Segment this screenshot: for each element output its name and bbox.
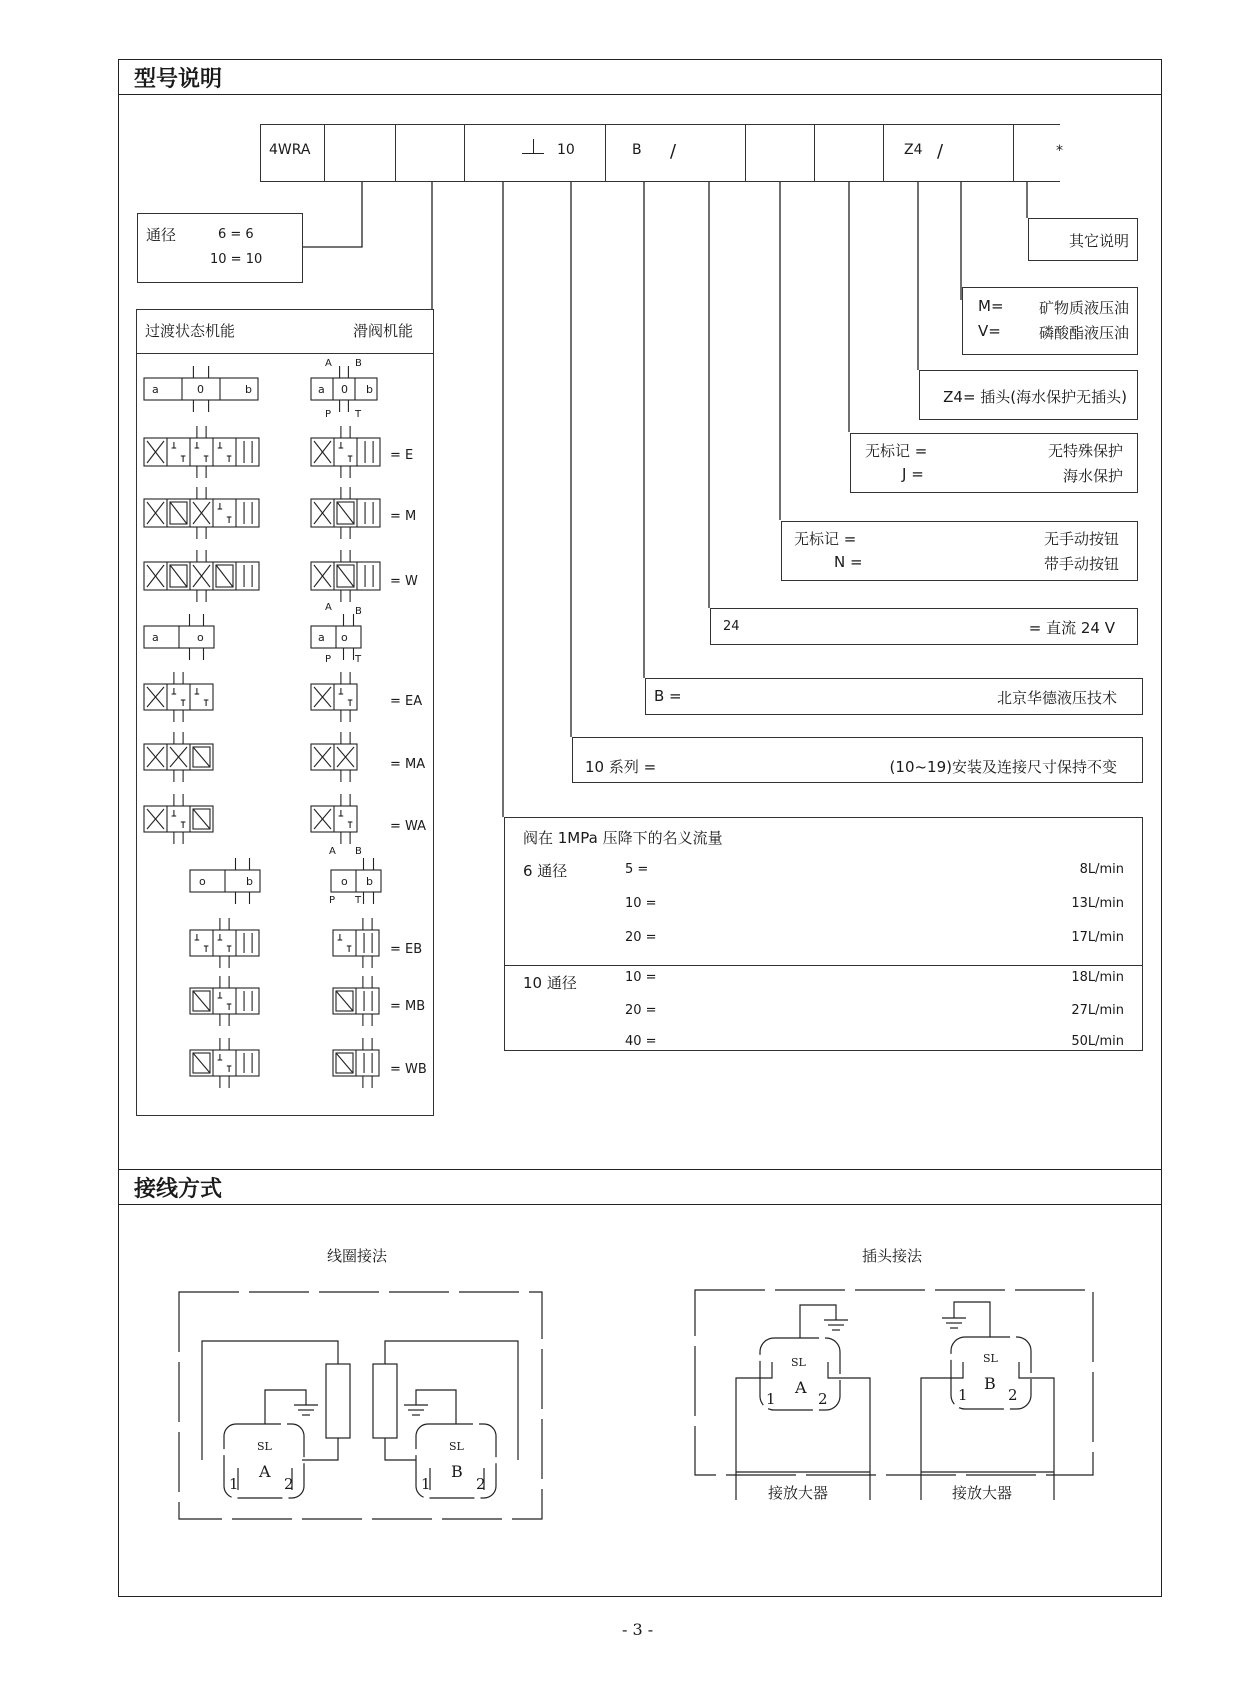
flow-d10-v1: 18L/min — [1071, 970, 1124, 985]
code-brand: B — [632, 142, 642, 158]
port-t-label-2: T — [355, 654, 362, 665]
coil-pin1-a: 1 — [229, 1475, 239, 1493]
flow-d10-v3: 50L/min — [1071, 1034, 1124, 1049]
code-4wra: 4WRA — [269, 142, 311, 158]
coil-sl-b: SL — [449, 1440, 464, 1453]
slash-mark: / — [670, 141, 677, 162]
port-a-label-1: A — [325, 358, 332, 369]
pos-o-3: o — [197, 631, 204, 644]
flow-d6-k2: 10 = — [625, 896, 657, 911]
manual-val-1: 无手动按钮 — [1043, 530, 1119, 548]
spool-label-e: = E — [390, 448, 414, 463]
flow-d10-k1: 10 = — [625, 970, 657, 985]
plug-pin1-a: 1 — [766, 1390, 776, 1408]
port-b-label-1: B — [355, 358, 362, 369]
coil-pin1-b: 1 — [421, 1475, 431, 1493]
plug-pin1-b: 1 — [958, 1386, 968, 1404]
pos-0-2: 0 — [341, 383, 348, 396]
transition-function-header: 过渡状态机能 — [145, 322, 236, 340]
fluid-m-val: 矿物质液压油 — [1038, 299, 1129, 317]
other-note-label: 其它说明 — [1068, 232, 1129, 250]
slash-mark-2: / — [937, 141, 944, 162]
diameter-line-1: 6 = 6 — [218, 227, 254, 242]
protection-key-2: J = — [902, 465, 924, 483]
flow-d6-label: 6 通径 — [523, 862, 568, 880]
coil-pin2-a: 2 — [284, 1475, 294, 1493]
pos-b-2: b — [366, 383, 373, 396]
plug-label: Z4= 插头(海水保护无插头) — [943, 388, 1127, 406]
coil-sl-a: SL — [257, 1440, 272, 1453]
coil-label-a: A — [259, 1462, 271, 1481]
code-series: 10 — [557, 142, 575, 158]
spool-label-ma: = MA — [390, 757, 426, 772]
flow-d10-k3: 40 = — [625, 1034, 657, 1049]
port-t-label-1: T — [355, 409, 362, 420]
manual-key-2: N = — [834, 553, 863, 571]
pos-a-2: a — [318, 383, 325, 396]
plug-wiring-title: 插头接法 — [862, 1247, 923, 1265]
amplifier-label-b: 接放大器 — [952, 1484, 1013, 1502]
spool-label-wa: = WA — [390, 819, 427, 834]
flow-d6-v3: 17L/min — [1071, 930, 1124, 945]
flow-d6-k1: 5 = — [625, 862, 649, 877]
port-t-label-3: T — [355, 895, 362, 906]
pos-o-6: o — [341, 875, 348, 888]
port-p-label-3: P — [329, 895, 336, 906]
code-other: * — [1056, 143, 1063, 159]
diameter-label: 通径 — [146, 226, 177, 244]
coil-pin2-b: 2 — [476, 1475, 486, 1493]
pos-0-1: 0 — [197, 383, 204, 396]
coil-label-b: B — [451, 1462, 463, 1481]
plug-label-a: A — [795, 1378, 807, 1397]
plug-pin2-b: 2 — [1008, 1386, 1018, 1404]
flow-d6-k3: 20 = — [625, 930, 657, 945]
code-z4: Z4 — [904, 142, 923, 158]
page-number: - 3 - — [622, 1620, 654, 1639]
plug-label-b: B — [984, 1374, 996, 1393]
pos-b-5: b — [246, 875, 253, 888]
flow-title: 阀在 1MPa 压降下的名义流量 — [523, 829, 723, 847]
brand-val: 北京华德液压技术 — [996, 689, 1117, 707]
series-val: (10~19)安装及连接尺寸保持不变 — [889, 758, 1117, 776]
coil-wiring-title: 线圈接法 — [327, 1247, 388, 1265]
voltage-key: 24 — [723, 619, 740, 634]
port-p-label-1: P — [325, 409, 332, 420]
flow-d10-k2: 20 = — [625, 1003, 657, 1018]
protection-val-2: 海水保护 — [1062, 467, 1123, 485]
series-key: 10 系列 = — [585, 758, 657, 776]
flow-d10-v2: 27L/min — [1071, 1003, 1124, 1018]
plug-pin2-a: 2 — [818, 1390, 828, 1408]
fluid-v-key: V= — [978, 322, 1001, 340]
brand-key: B = — [654, 687, 682, 705]
protection-val-1: 无特殊保护 — [1047, 442, 1123, 460]
port-b-label-2: B — [355, 606, 362, 617]
pos-b-1: b — [245, 383, 252, 396]
pos-a-1: a — [152, 383, 159, 396]
manual-val-2: 带手动按钮 — [1043, 555, 1119, 573]
fluid-m-key: M= — [978, 297, 1004, 315]
pos-a-3: a — [152, 631, 159, 644]
manual-key-1: 无标记 = — [794, 530, 857, 548]
fluid-v-val: 磷酸酯液压油 — [1038, 324, 1129, 342]
protection-key-1: 无标记 = — [865, 442, 928, 460]
port-a-label-3: A — [329, 846, 336, 857]
pos-a-4: a — [318, 631, 325, 644]
pos-b-6: b — [366, 875, 373, 888]
flow-d10-label: 10 通径 — [523, 974, 577, 992]
spool-label-wb: = WB — [390, 1062, 427, 1077]
port-p-label-2: P — [325, 654, 332, 665]
spool-label-w: = W — [390, 574, 418, 589]
pos-o-5: o — [199, 875, 206, 888]
flow-d6-v1: 8L/min — [1079, 862, 1124, 877]
model-section-title: 型号说明 — [134, 67, 223, 92]
spool-label-m: = M — [390, 509, 417, 524]
port-a-label-2: A — [325, 602, 332, 613]
plug-sl-b: SL — [983, 1352, 998, 1365]
wiring-section-title: 接线方式 — [134, 1177, 223, 1202]
spool-function-header: 滑阀机能 — [353, 322, 414, 340]
voltage-val: = 直流 24 V — [1028, 619, 1115, 637]
port-b-label-3: B — [355, 846, 362, 857]
diameter-line-2: 10 = 10 — [210, 252, 263, 267]
flow-d6-v2: 13L/min — [1071, 896, 1124, 911]
spool-label-eb: = EB — [390, 942, 423, 957]
spool-label-ea: = EA — [390, 694, 423, 709]
spool-label-mb: = MB — [390, 999, 426, 1014]
pos-o-4: o — [341, 631, 348, 644]
amplifier-label-a: 接放大器 — [768, 1484, 829, 1502]
plug-sl-a: SL — [791, 1356, 806, 1369]
